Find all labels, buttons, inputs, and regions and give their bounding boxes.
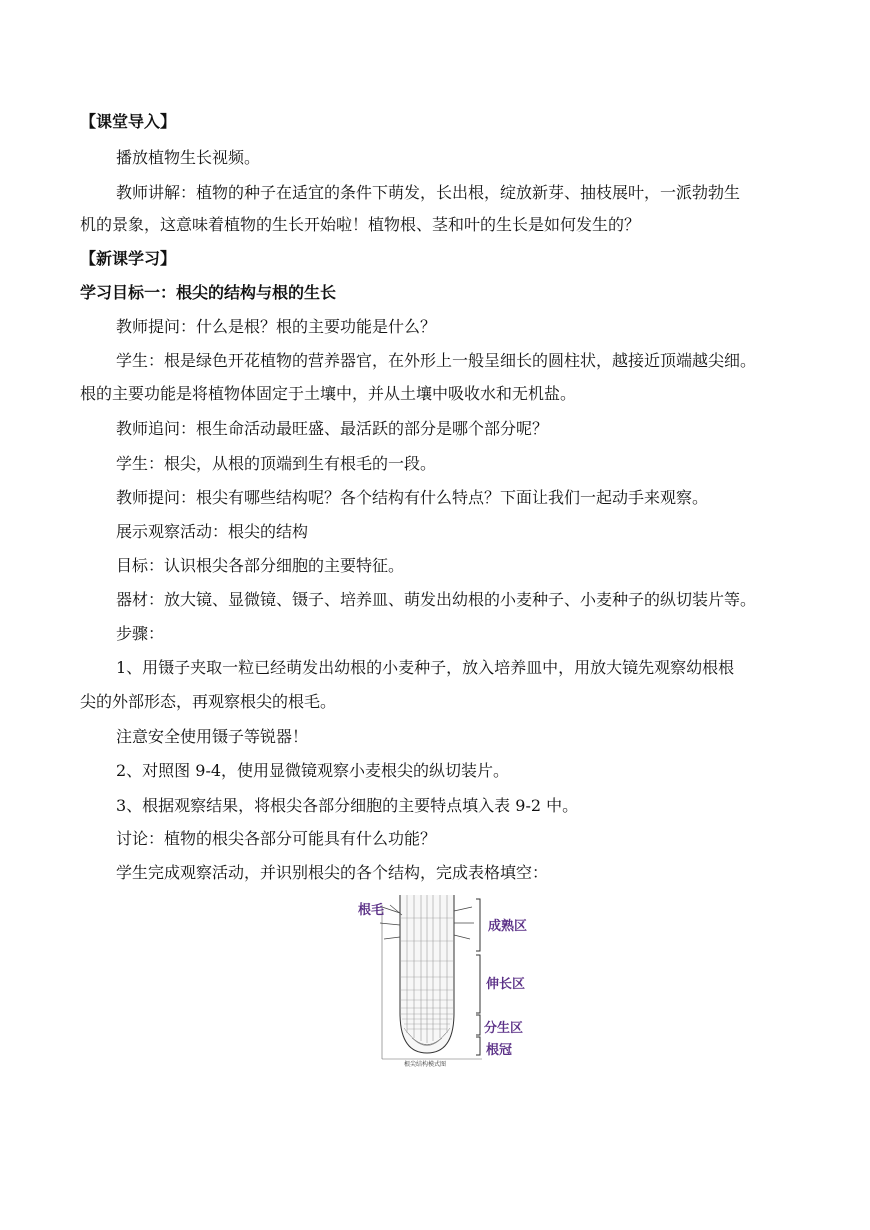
paragraph: 1、用镊子夹取一粒已经萌发出幼根的小麦种子，放入培养皿中，用放大镜先观察幼根根 <box>116 658 735 677</box>
paragraph: 步骤： <box>116 624 165 643</box>
paragraph: 教师讲解：植物的种子在适宜的条件下萌发，长出根，绽放新芽、抽枝展叶，一派勃勃生 <box>116 183 741 202</box>
paragraph: 机的景象，这意味着植物的生长开始啦！植物根、茎和叶的生长是如何发生的？ <box>80 215 641 234</box>
paragraph: 教师追问：根生命活动最旺盛、最活跃的部分是哪个部分呢？ <box>116 419 549 438</box>
heading-learning-goal: 学习目标一：根尖的结构与根的生长 <box>80 283 337 302</box>
label-maturation-zone: 成熟区 <box>488 919 528 934</box>
paragraph: 教师提问：根尖有哪些结构呢？各个结构有什么特点？下面让我们一起动手来观察。 <box>116 488 709 507</box>
paragraph: 学生：根是绿色开花植物的营养器官，在外形上一般呈细长的圆柱状，越接近顶端越尖细。 <box>116 351 757 370</box>
paragraph: 学生：根尖，从根的顶端到生有根毛的一段。 <box>116 454 437 473</box>
label-meristem-zone: 分生区 <box>484 1021 524 1036</box>
heading-new-lesson: 【新课学习】 <box>80 249 177 268</box>
paragraph: 播放植物生长视频。 <box>116 148 261 167</box>
root-tip-diagram <box>352 893 542 1071</box>
paragraph: 3、根据观察结果，将根尖各部分细胞的主要特点填入表 9-2 中。 <box>116 796 579 815</box>
paragraph: 根的主要功能是将植物体固定于土壤中，并从土壤中吸收水和无机盐。 <box>80 384 577 403</box>
paragraph: 器材：放大镜、显微镜、镊子、培养皿、萌发出幼根的小麦种子、小麦种子的纵切装片等。 <box>116 590 757 609</box>
paragraph: 展示观察活动：根尖的结构 <box>116 522 309 541</box>
heading-class-intro: 【课堂导入】 <box>80 112 177 131</box>
label-elongation-zone: 伸长区 <box>486 977 526 992</box>
figure-caption: 根尖结构模式图 <box>404 1061 447 1068</box>
paragraph: 2、对照图 9-4，使用显微镜观察小麦根尖的纵切装片。 <box>116 761 510 780</box>
paragraph: 讨论：植物的根尖各部分可能具有什么功能？ <box>116 829 437 848</box>
paragraph: 尖的外部形态，再观察根尖的根毛。 <box>80 692 337 711</box>
label-root-cap: 根冠 <box>486 1043 513 1058</box>
paragraph: 目标：认识根尖各部分细胞的主要特征。 <box>116 556 405 575</box>
paragraph: 教师提问：什么是根？根的主要功能是什么？ <box>116 317 437 336</box>
paragraph: 学生完成观察活动，并识别根尖的各个结构，完成表格填空： <box>116 863 549 882</box>
label-root-hair: 根毛 <box>358 903 385 918</box>
paragraph: 注意安全使用镊子等锐器！ <box>116 727 309 746</box>
